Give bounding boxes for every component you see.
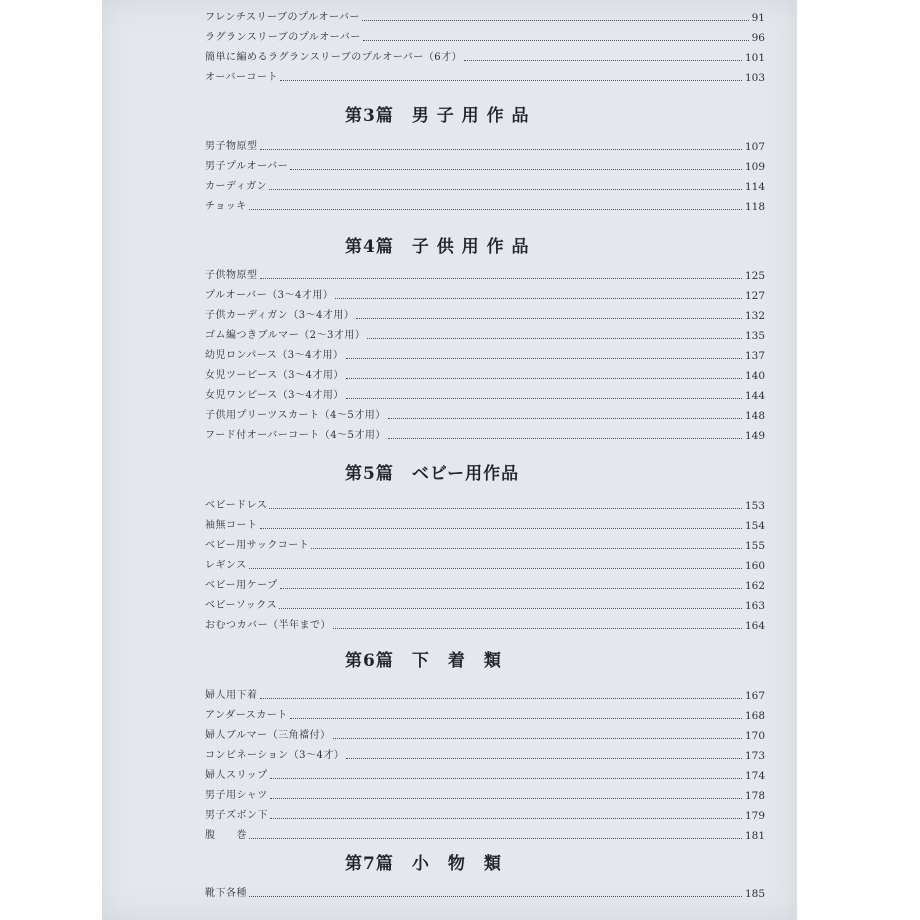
leader-dots xyxy=(346,358,742,359)
entry-page: 101 xyxy=(744,52,765,64)
leader-dots xyxy=(260,278,742,279)
entry-title: 男子ズボン下 xyxy=(205,810,268,821)
toc-entry xyxy=(205,64,765,84)
entry-title: チョッキ xyxy=(205,201,247,212)
toc-entry xyxy=(205,492,765,512)
toc-entry xyxy=(205,153,765,173)
leader-dots xyxy=(249,209,742,210)
leader-dots xyxy=(269,189,742,190)
toc-entry xyxy=(205,802,765,822)
entry-page: 173 xyxy=(744,750,765,762)
leader-dots xyxy=(335,298,742,299)
leader-dots xyxy=(363,40,749,41)
toc-entry xyxy=(205,4,765,24)
toc-entry xyxy=(205,572,765,592)
leader-dots xyxy=(367,338,742,339)
entry-title: 男子用シャツ xyxy=(205,790,268,801)
leader-dots xyxy=(279,608,742,609)
entry-page: 179 xyxy=(744,810,765,822)
entry-page: 127 xyxy=(744,290,765,302)
toc-entry xyxy=(205,133,765,153)
leader-dots xyxy=(388,418,742,419)
leader-dots xyxy=(260,149,742,150)
toc-entry xyxy=(205,382,765,402)
toc-entry xyxy=(205,262,765,282)
leader-dots xyxy=(333,628,742,629)
entry-page: 107 xyxy=(744,141,765,153)
leader-dots xyxy=(311,548,742,549)
section-number: 第3篇 xyxy=(345,106,394,126)
entry-page: 140 xyxy=(744,370,765,382)
entry-page: 153 xyxy=(744,500,765,512)
entry-title: レギンス xyxy=(205,560,247,571)
leader-dots xyxy=(388,438,742,439)
toc-entry xyxy=(205,612,765,632)
entry-page: 170 xyxy=(744,730,765,742)
toc-entry xyxy=(205,402,765,422)
entry-title: 靴下各種 xyxy=(205,888,247,899)
toc-entry xyxy=(205,362,765,382)
entry-page: 162 xyxy=(744,580,765,592)
leader-dots xyxy=(333,738,742,739)
entry-page: 91 xyxy=(751,12,765,24)
section-number: 第6篇 xyxy=(345,651,394,671)
entry-title: 腹 巻 xyxy=(205,830,247,841)
toc-entry xyxy=(205,592,765,612)
leader-dots xyxy=(346,758,742,759)
leader-dots xyxy=(356,318,742,319)
entry-title: ベビーソックス xyxy=(205,600,278,611)
entry-page: 185 xyxy=(744,888,765,900)
entry-page: 164 xyxy=(744,620,765,632)
entry-title: 婦人ブルマー（三角襠付） xyxy=(205,730,331,741)
toc-entry xyxy=(205,742,765,762)
leader-dots xyxy=(464,60,742,61)
entry-page: 118 xyxy=(744,201,765,213)
toc-entry xyxy=(205,682,765,702)
entry-page: 135 xyxy=(744,330,765,342)
leader-dots xyxy=(290,718,742,719)
entry-page: 103 xyxy=(744,72,765,84)
entry-title: 男子プルオーバー xyxy=(205,161,289,172)
toc-entry xyxy=(205,512,765,532)
entry-title: 婦人スリップ xyxy=(205,770,268,781)
entry-title: 幼児ロンパース（3〜4才用） xyxy=(205,350,344,361)
entry-title: 婦人用下着 xyxy=(205,690,258,701)
entry-page: 178 xyxy=(744,790,765,802)
entry-page: 181 xyxy=(744,830,765,842)
section-title: ベビー用作品 xyxy=(411,464,520,484)
toc-entry xyxy=(205,880,765,900)
entry-page: 114 xyxy=(744,181,765,193)
toc-entry xyxy=(205,702,765,722)
entry-title: アンダースカート xyxy=(205,710,288,721)
leader-dots xyxy=(346,378,742,379)
entry-title: 簡単に編めるラグランスリーブのプルオーバー（6才） xyxy=(205,52,463,63)
leader-dots xyxy=(249,568,742,569)
entry-page: 174 xyxy=(744,770,765,782)
entry-page: 163 xyxy=(744,600,765,612)
toc-entry xyxy=(205,822,765,842)
toc-entry xyxy=(205,44,765,64)
entry-title: ベビー用ケープ xyxy=(205,580,278,591)
section-title: 子 供 用 作 品 xyxy=(411,237,530,257)
section-heading xyxy=(345,646,502,671)
leader-dots xyxy=(249,838,742,839)
toc-entry xyxy=(205,422,765,442)
section-title: 男 子 用 作 品 xyxy=(411,106,530,126)
section-title: 小 物 類 xyxy=(411,854,502,874)
section-title: 下 着 類 xyxy=(411,651,502,671)
entry-page: 160 xyxy=(744,560,765,572)
toc-entry xyxy=(205,532,765,552)
leader-dots xyxy=(270,778,742,779)
entry-page: 167 xyxy=(744,690,765,702)
entry-page: 154 xyxy=(744,520,765,532)
toc-entry xyxy=(205,552,765,572)
entry-page: 148 xyxy=(744,410,765,422)
section-number: 第4篇 xyxy=(345,237,394,257)
entry-title: 男子物原型 xyxy=(205,141,258,152)
toc-entry xyxy=(205,782,765,802)
entry-title: フード付オーバーコート（4〜5才用） xyxy=(205,430,386,441)
entry-title: カーディガン xyxy=(205,181,268,192)
section-heading xyxy=(345,849,502,874)
leader-dots xyxy=(346,398,742,399)
entry-title: フレンチスリーブのプルオーバー xyxy=(205,12,361,23)
entry-title: コンビネーション（3〜4才） xyxy=(205,750,345,761)
entry-page: 109 xyxy=(744,161,765,173)
entry-title: ゴム編つきブルマー（2〜3才用） xyxy=(205,330,366,341)
leader-dots xyxy=(269,508,742,509)
leader-dots xyxy=(270,798,742,799)
leader-dots xyxy=(280,588,742,589)
toc-entry xyxy=(205,722,765,742)
entry-page: 96 xyxy=(751,32,765,44)
entry-page: 137 xyxy=(744,350,765,362)
entry-title: 袖無コート xyxy=(205,520,258,531)
leader-dots xyxy=(260,528,742,529)
toc-entry xyxy=(205,342,765,362)
entry-title: オーバーコート xyxy=(205,72,278,83)
entry-title: プルオーバー（3〜4才用） xyxy=(205,290,334,301)
section-number: 第7篇 xyxy=(345,854,394,874)
entry-page: 125 xyxy=(744,270,765,282)
section-heading xyxy=(345,101,530,126)
entry-title: 子供カーディガン（3〜4才用） xyxy=(205,310,355,321)
leader-dots xyxy=(249,896,742,897)
toc-entry xyxy=(205,173,765,193)
entry-title: ベビー用サックコート xyxy=(205,540,310,551)
entry-page: 149 xyxy=(744,430,765,442)
entry-title: ラグランスリーブのプルオーバー xyxy=(205,32,361,43)
section-heading xyxy=(345,459,519,484)
leader-dots xyxy=(270,818,742,819)
entry-page: 132 xyxy=(744,310,765,322)
toc-entry xyxy=(205,302,765,322)
leader-dots xyxy=(280,80,742,81)
entry-page: 168 xyxy=(744,710,765,722)
entry-page: 144 xyxy=(744,390,765,402)
section-number: 第5篇 xyxy=(345,464,394,484)
entry-title: 女児ワンピース（3〜4才用） xyxy=(205,390,344,401)
leader-dots xyxy=(362,20,749,21)
entry-title: 子供用プリーツスカート（4〜5才用） xyxy=(205,410,386,421)
entry-page: 155 xyxy=(744,540,765,552)
leader-dots xyxy=(290,169,742,170)
entry-title: 女児ツーピース（3〜4才用） xyxy=(205,370,344,381)
entry-title: 子供物原型 xyxy=(205,270,258,281)
entry-title: ベビードレス xyxy=(205,500,268,511)
toc-entry xyxy=(205,762,765,782)
toc-entry xyxy=(205,282,765,302)
toc-entry xyxy=(205,24,765,44)
toc-entry xyxy=(205,193,765,213)
toc-entry xyxy=(205,322,765,342)
section-heading xyxy=(345,232,530,257)
leader-dots xyxy=(260,698,742,699)
entry-title: おむつカバー（半年まで） xyxy=(205,620,331,631)
